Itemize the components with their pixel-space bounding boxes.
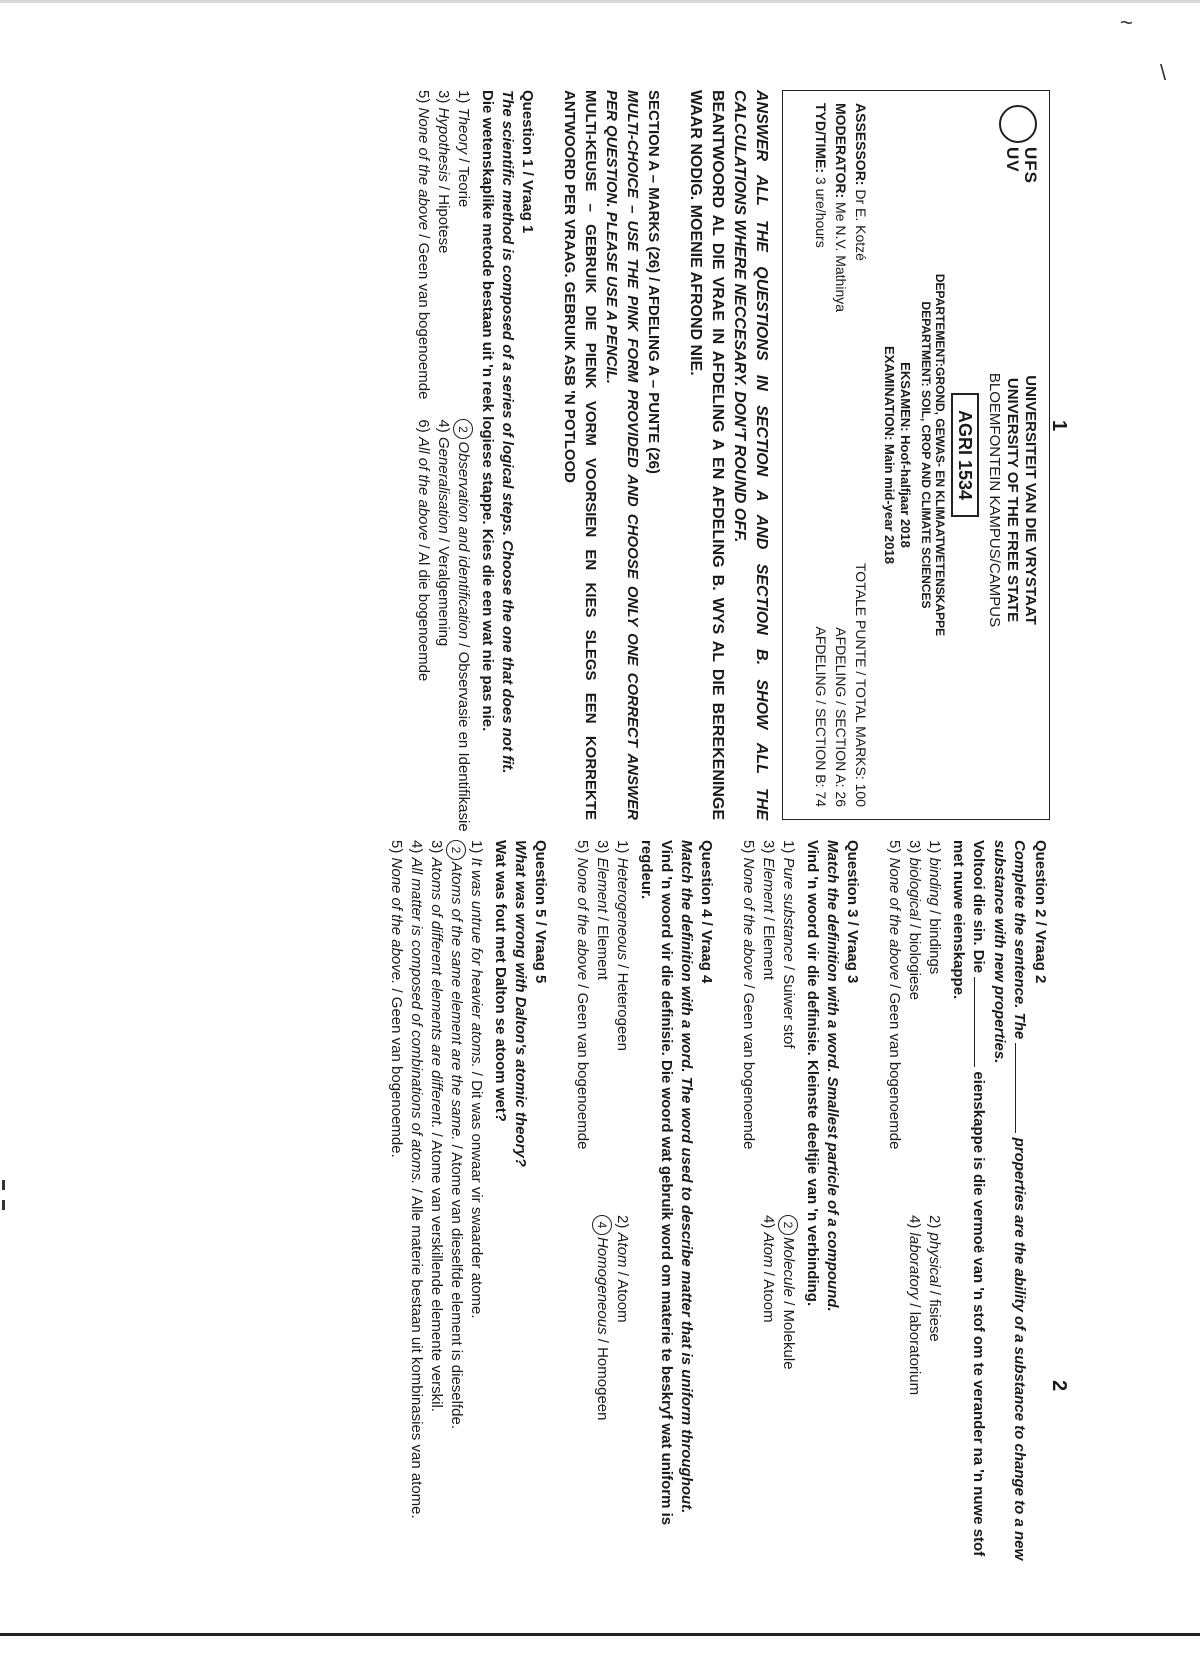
circled-answer-icon: 2 (446, 840, 466, 860)
q5-text-en: What was wrong with Dalton's atomic theory? (512, 840, 529, 1167)
q5-heading: Question 5 / Vraag 5 (532, 840, 549, 984)
q2-option-4: 4) laboratory / laboratorium (906, 1215, 923, 1396)
q4-text-en: Match the definition with a word. The word used to describe matter that is uniform throughout. (678, 840, 695, 1514)
instructions (684, 90, 772, 820)
q5-option-4: 4) All matter is composed of combinations of atoms. / Alle materie bestaan uit kombinasies van atome. (408, 840, 425, 1519)
section-a-instr-af: MULTI-KEUSE – GEBRUIK DIE PIENK VORM VOORSIEN EN KIES SLEGS EEN KORREKTE ANTWOORD PER VRAAG. GEBRUIK ASB 'N POTLOOD (561, 90, 599, 820)
q4-option-5: 5) None of the above / Geen van bogenoemde (574, 840, 591, 1150)
department-en: DEPARTMENT: SOIL, CROP AND CLIMATE SCIENCES (919, 301, 933, 609)
q1-option-5: 5) None of the above / Geen van bogenoemde (415, 90, 432, 400)
q2-option-3: 3) biological / biologiese (906, 840, 923, 1001)
scan-line-bottom (0, 1633, 1200, 1636)
ufs-logo (995, 105, 1039, 215)
circled-answer-icon: 2 (453, 419, 473, 439)
left-column (413, 90, 1050, 832)
page-number-left: 1 (1048, 420, 1070, 432)
q5-text-af: Wat was fout met Dalton se atoom wet? (492, 840, 509, 1122)
q1-option-1: 1) Theory / Teorie (455, 90, 472, 208)
q4-option-3: 3) Element / Element (594, 840, 611, 981)
blank-line (1015, 1043, 1030, 1133)
moderator-row (831, 103, 851, 807)
q3-option-2: 2Molecule / Molekule (778, 1215, 798, 1570)
assessor-row (851, 103, 871, 807)
scan-mark: ~ (1120, 10, 1133, 35)
university-name-af: UNIVERSITEIT VAN DIE VRYSTAAT (1022, 375, 1039, 625)
instructions-af: BEANTWOORD AL DIE VRAE IN AFDELING A EN AFDELING B. WYS AL DIE BEREKENINGE WAAR NODIG. MOENIE AFROND NIE. (687, 90, 726, 820)
q4-options (572, 840, 632, 1570)
q1-option-3: 3) Hypothesis / Hipotese (435, 90, 452, 254)
time: 3 ure/hours (813, 176, 829, 248)
q1-option-6: 6) All of the above / Al die bogenoemde (415, 419, 432, 682)
q4-heading: Question 4 / Vraag 4 (698, 840, 715, 984)
section-a-heading (559, 90, 664, 820)
q2-option-5: 5) None of the above / Geen van bogenoemde (886, 840, 903, 1150)
q3-text-af: Vind 'n woord vir die definisie. Kleinste deeltjie van 'n verbinding. (804, 840, 821, 1307)
exam-header-box (782, 90, 1050, 820)
page-number-right: 2 (1048, 1380, 1070, 1392)
assessor: Dr E. Kotzé (853, 189, 869, 261)
department-af: DEPARTEMENT:GROND, GEWAS- EN KLIMAATWETENSKAPPE (933, 273, 947, 637)
q1-option-4: 4) Generalisation / Veralgemening (435, 419, 452, 647)
q1-heading: Question 1 / Vraag 1 (519, 90, 536, 234)
total-marks: TOTALE PUNTE / TOTAL MARKS: 100 (853, 562, 869, 807)
q3-option-4: 4) Atom / Atoom (760, 1215, 777, 1323)
circled-answer-icon: 2 (778, 1215, 798, 1235)
q3-option-3: 3) Element / Element (760, 840, 777, 981)
q4-option-4: 4Homogeneous / Homogeen (592, 1215, 612, 1570)
blank-line (974, 977, 989, 1067)
q3-option-1: 1) Pure substance / Suiwer stof (780, 840, 797, 1049)
q2-option-1: 1) binding / bindings (926, 840, 943, 975)
q2-text-en: Complete the sentence. The properties are the ability of a substance to change to a new substance with new properties. (991, 840, 1028, 1561)
instructions-en: ANSWER ALL THE QUESTIONS IN SECTION A AND SECTION B. SHOW ALL THE CALCULATIONS WHERE NECCESARY. DON'T ROUND OFF. (731, 90, 770, 820)
q3-text-en: Match the definition with a word. Smallest particle of a compound. (824, 840, 841, 1312)
q4-option-2: 2) Atom / Atoom (614, 1215, 631, 1323)
moderator-label: MODERATOR: (833, 103, 849, 199)
q5-option-1: 1) It was untrue for heavier atoms. / Dit was onwaar vir swaarder atome. (468, 840, 485, 1319)
q3-options (738, 840, 798, 1570)
q1-option-2: 2Observation and identification / Observasie en Identifikasie (453, 419, 473, 831)
q5-option-2: 2Atoms of the same element are the same. / Atome van dieselfde element is dieselfde. (446, 840, 466, 1570)
q5-options (386, 840, 486, 1570)
moderator: Me N.V. Mathinya (833, 202, 849, 313)
q2-option-2: 2) physical / fisiese (926, 1215, 943, 1342)
section-a-title: SECTION A – MARKS (26) / AFDELING A – PUNTE (26) (645, 90, 662, 474)
q4-text-af: Vind 'n woord vir die definisie. Die woord wat gebruik word om materie te beskryf wat uniform is regdeur. (638, 840, 675, 1526)
q2-heading: Question 2 / Vraag 2 (1032, 840, 1049, 984)
logo-text: UFS UV (1003, 147, 1040, 184)
q1-text-en: The scientific method is composed of a series of logical steps. Choose the one that does not fit. (499, 90, 516, 774)
campus: BLOEMFONTEIN KAMPUS/CAMPUS (986, 372, 1003, 628)
assessor-label: ASSESSOR: (853, 103, 869, 186)
section-b-marks: AFDELING / SECTION B: 74 (813, 626, 829, 807)
time-row (811, 103, 831, 807)
section-a-marks: AFDELING / SECTION A: 26 (833, 627, 849, 807)
circled-answer-icon: 4 (592, 1215, 612, 1235)
q4-option-1: 1) Heterogeneous / Heterogeen (614, 840, 631, 1052)
q5-option-5: 5) None of the above. / Geen van bogenoemde. (388, 840, 405, 1158)
q1-text-af: Die wetenskaplike metode bestaan uit 'n reek logiese stappe. Kies die een wat nie pas nie. (479, 90, 496, 732)
q5-option-3: 3) Atoms of different elements are different. / Atome van verskillende elemente verskil. (428, 840, 445, 1412)
course-code: AGRI 1534 (951, 393, 979, 517)
exam-af: EKSAMEN: Hoof-halfjaar 2018 (898, 362, 913, 548)
university-name-en: UNIVERSITY OF THE FREE STATE (1004, 377, 1021, 623)
q1-options (413, 90, 473, 832)
ufs-logo-icon (999, 105, 1037, 143)
exam-en: EXAMINATION: Main mid-year 2018 (882, 346, 897, 564)
section-a-instr-en: MULTI-CHOICE – USE THE PINK FORM PROVIDED AND CHOOSE ONLY ONE CORRECT ANSWER PER QUESTION. PLEASE USE A PENCIL. (603, 90, 641, 820)
q3-option-5: 5) None of the above / Geen van bogenoemde (740, 840, 757, 1150)
scan-mark: \ (1160, 60, 1167, 85)
q3-heading: Question 3 / Vraag 3 (844, 840, 861, 984)
right-column (386, 840, 1050, 1570)
q2-text-af: Voltooi die sin. Die eienskappe is die vermoë van 'n stof om te verander na 'n nuwe stof met nuwe eienskappe. (950, 840, 987, 1557)
q2-options (884, 840, 944, 1570)
time-label: TYD/TIME: (813, 103, 829, 173)
